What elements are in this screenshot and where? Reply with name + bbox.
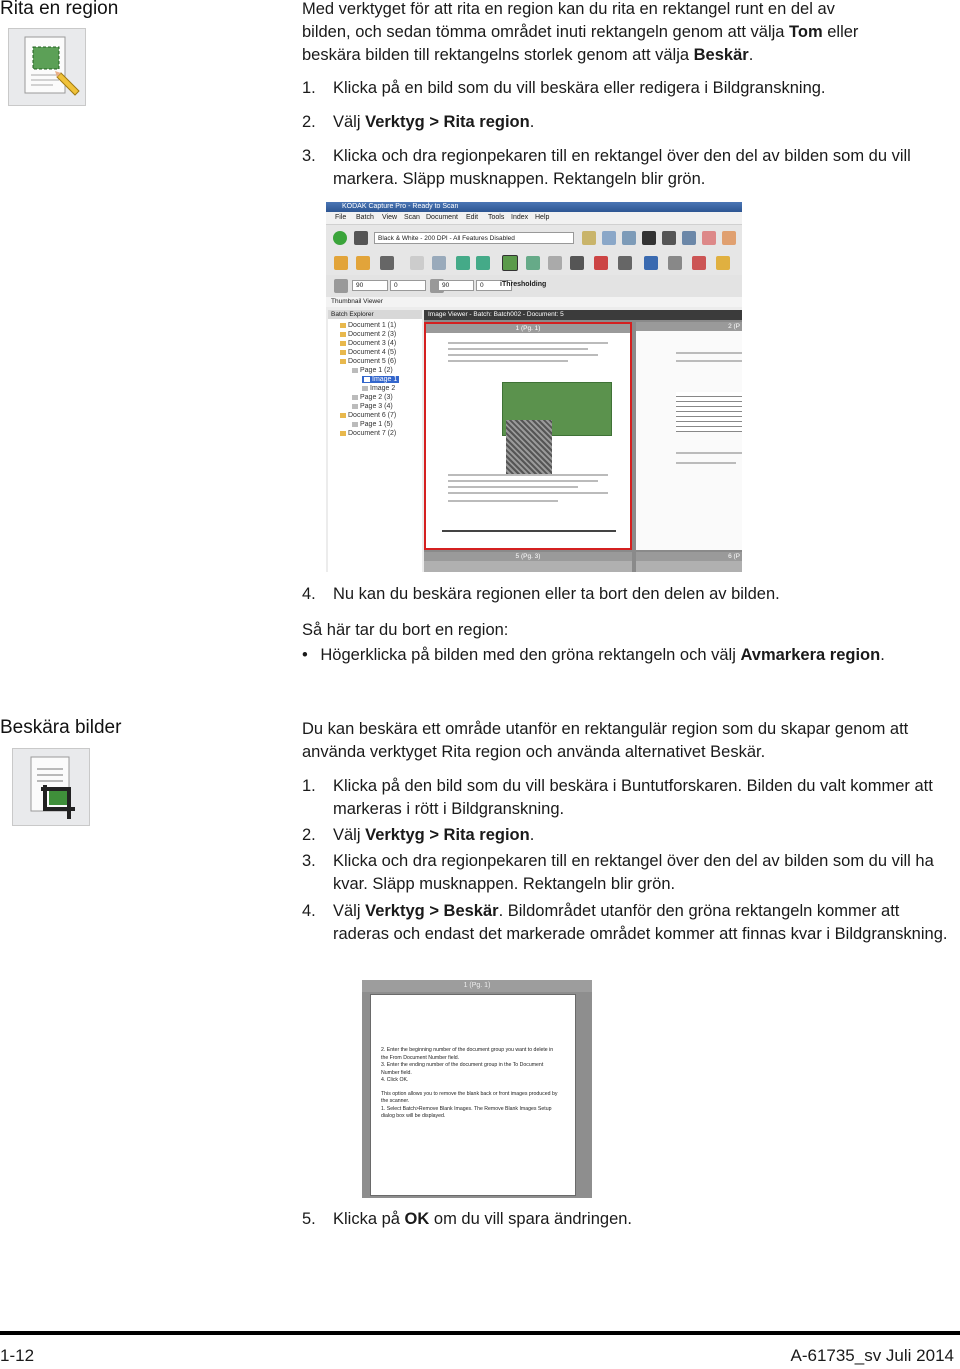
menu-path: Verktyg > Rita region — [365, 826, 530, 844]
page-icon — [352, 422, 358, 427]
page-label: 2 (P — [636, 322, 742, 331]
menu-scan[interactable]: Scan — [404, 214, 420, 221]
text-line — [448, 474, 608, 476]
intro-line-3: beskära bilden till rektangelns storlek genom att välja Beskär. — [302, 46, 754, 64]
tree-item-label: Document 3 (4) — [348, 340, 397, 347]
select-icon[interactable] — [662, 231, 676, 245]
undo-icon[interactable] — [644, 256, 658, 270]
intro-eller: eller — [827, 23, 859, 41]
zoom-icon[interactable] — [668, 256, 682, 270]
tom-option: Tom — [789, 23, 823, 41]
page-text-block — [381, 1047, 571, 1121]
menu-document[interactable]: Document — [426, 214, 458, 221]
text-line — [676, 352, 742, 354]
tool-icon[interactable] — [548, 256, 562, 270]
folder-icon — [340, 323, 346, 328]
edit-doc-icon[interactable] — [582, 231, 596, 245]
tree-item[interactable] — [340, 340, 396, 347]
brightness-icon — [334, 279, 348, 293]
thumbnail-tab-label: Thumbnail Viewer — [331, 298, 383, 305]
tree-item[interactable] — [340, 358, 396, 365]
folder-icon — [340, 341, 346, 346]
text-line — [448, 354, 598, 356]
tree-item-label: Image 1 — [372, 376, 398, 383]
menu-index[interactable]: Index — [511, 214, 529, 221]
intro-paragraph — [302, 0, 957, 67]
merge-icon[interactable] — [476, 256, 490, 270]
text-line — [676, 452, 742, 454]
step-3 — [302, 145, 957, 191]
crop-step-1 — [302, 775, 957, 821]
menu-help[interactable]: Help — [535, 214, 550, 221]
section-title-beskara-bilder: Beskära bilder — [0, 717, 122, 738]
table-thumbnail — [676, 392, 742, 432]
step-text: Klicka på den bild som du vill beskära i Buntutforskaren. Bilden du valt kommer att markeras i rött i Bildgranskning. — [333, 777, 933, 818]
tree-item-label: Page 1 (5) — [360, 421, 393, 428]
pointer-icon[interactable] — [642, 231, 656, 245]
step-number: 1. — [302, 79, 316, 97]
step-number: 2. — [302, 826, 316, 844]
step-text: Välj Verktyg > Beskär. Bildområdet utanför den gröna rektangeln kommer att raderas och endast det markerade området kommer att finnas kvar i Bildgranskning. — [333, 902, 948, 943]
crop-step-5 — [302, 1208, 957, 1231]
page-icon-2[interactable] — [432, 256, 446, 270]
tree-item-label: Document 2 (3) — [348, 331, 397, 338]
step-number: 3. — [302, 852, 316, 870]
rotate-icon[interactable] — [334, 256, 348, 270]
page-text-line: This option allows you to remove the blank back or front images produced by — [381, 1090, 558, 1097]
text-line — [448, 492, 608, 494]
step-prefix: Klicka på — [333, 1210, 400, 1228]
document-id: A-61735_sv Juli 2014 — [790, 1346, 954, 1365]
next-page-thumbnail[interactable] — [636, 322, 742, 550]
split-icon[interactable] — [456, 256, 470, 270]
text-line — [676, 462, 736, 464]
pdf-icon[interactable] — [594, 256, 608, 270]
intro-text-3: beskära bilden till rektangelns storlek genom att välja — [302, 46, 690, 64]
tree-item[interactable] — [352, 421, 393, 428]
thumbnail-tab[interactable] — [326, 297, 742, 307]
image-icon — [364, 377, 370, 382]
menu-view[interactable]: View — [382, 214, 398, 221]
tree-item-label: Document 6 (7) — [348, 412, 397, 419]
step-text — [333, 1208, 957, 1231]
selected-page-frame[interactable] — [424, 322, 632, 550]
page-label: 5 (Pg. 3) — [424, 552, 632, 561]
flag-icon[interactable] — [380, 256, 394, 270]
tree-item[interactable] — [352, 367, 393, 374]
footer-line — [442, 530, 616, 532]
menu-bar — [326, 212, 742, 225]
step-number: 1. — [302, 777, 316, 795]
footer-rule — [0, 1331, 960, 1335]
folder-icon — [340, 332, 346, 337]
cropped-image-screenshot — [362, 980, 592, 1198]
doc-icon-2[interactable] — [622, 231, 636, 245]
thresholding-label: iThresholding — [500, 281, 547, 288]
intro-line-2 — [302, 21, 957, 44]
tree-item-label: Page 2 (3) — [360, 394, 393, 401]
crop-icon[interactable] — [526, 256, 540, 270]
menu-tools[interactable]: Tools — [488, 214, 505, 221]
page-label: 1 (Pg. 1) — [426, 324, 630, 333]
folder-icon — [340, 359, 346, 364]
tree-item-selected[interactable] — [362, 376, 399, 383]
beskar-option: Beskär — [693, 46, 749, 64]
rotate-icon-2[interactable] — [356, 256, 370, 270]
tree-item-label: Document 4 (5) — [348, 349, 397, 356]
tree-item[interactable] — [362, 385, 395, 392]
tree-item-label: Document 5 (6) — [348, 358, 397, 365]
intro-line-1: Med verktyget för att rita en region kan du rita en rektangel runt en del av — [302, 0, 835, 18]
tree-item[interactable] — [340, 322, 396, 329]
tree-item[interactable] — [340, 412, 396, 419]
draw-region-icon[interactable] — [502, 255, 518, 271]
text-line — [448, 480, 598, 482]
tree-item[interactable] — [352, 394, 393, 401]
stop-icon[interactable] — [354, 231, 368, 245]
step-text: Klicka och dra regionpekaren till en rektangel över den del av bilden som du vill markera. Släpp musknappen. Rektangeln blir grön. — [333, 147, 911, 188]
crop-intro-paragraph: Du kan beskära ett område utanför en rektangulär region som du skapar genom att använda verktyget Rita region och använda alternativet Beskär. — [302, 720, 909, 761]
step-4 — [302, 583, 957, 606]
tree-item-label: Image 2 — [370, 385, 396, 392]
contrast-field[interactable]: 0 — [390, 280, 426, 291]
page-icon — [352, 368, 358, 373]
tree-item-label: Document 1 (1) — [348, 322, 397, 329]
text-line — [448, 486, 578, 488]
page-text-line: 2. Enter the beginning number of the document group you want to delete in — [381, 1047, 554, 1053]
toolbar-row-2 — [326, 251, 742, 275]
page-number: 1-12 — [0, 1346, 35, 1365]
step-number: 4. — [302, 902, 316, 920]
crop-step-3 — [302, 850, 957, 896]
page-text-line: Number field. — [381, 1069, 412, 1076]
step-text: Välj Verktyg > Rita region. — [333, 826, 535, 844]
menu-batch[interactable]: Batch — [356, 214, 374, 221]
step-text: Klicka på en bild som du vill beskära eller redigera i Bildgranskning. — [333, 79, 826, 97]
menu-edit[interactable]: Edit — [466, 214, 479, 221]
toolbar-row-1 — [326, 225, 742, 251]
delete-icon[interactable] — [618, 256, 632, 270]
image-viewer-panel — [424, 310, 742, 572]
bullet-item: • Högerklicka på bilden med den gröna rektangeln och välj Avmarkera region. — [302, 646, 885, 664]
page-5-thumbnail[interactable] — [424, 552, 632, 572]
step-text: Nu kan du beskära regionen eller ta bort den delen av bilden. — [333, 585, 780, 603]
bullet-marker: • — [302, 646, 308, 664]
folder-icon — [340, 431, 346, 436]
page-text-line: the From Document Number field. — [381, 1054, 460, 1061]
page-label: 6 (P — [636, 552, 742, 561]
menu-path: Verktyg > Rita region — [365, 113, 530, 131]
text-line — [676, 360, 742, 362]
step-1 — [302, 77, 957, 100]
tree-item[interactable] — [352, 403, 393, 410]
hand-icon[interactable] — [702, 231, 716, 245]
deselect-region-option: Avmarkera region — [740, 646, 881, 664]
crop-tool-icon — [12, 748, 90, 826]
page-text-line: 4. Click OK. — [381, 1077, 409, 1083]
page-text-line: 3. Enter the ending number of the document group in the To Document — [381, 1062, 544, 1068]
ok-button-ref: OK — [404, 1210, 430, 1228]
page-label: 1 (Pg. 1) — [362, 980, 592, 992]
text-line — [448, 500, 558, 502]
batch-explorer-panel — [328, 310, 422, 572]
contrast-field-2[interactable]: 0 — [476, 280, 512, 291]
step-number: 4. — [302, 585, 316, 603]
tree-item-label: Page 1 (2) — [360, 367, 393, 374]
batch-explorer-title: Batch Explorer — [328, 310, 422, 319]
bullet-text: Högerklicka på bilden med den gröna rektangeln och välj — [320, 646, 736, 664]
text-line — [448, 360, 568, 362]
text-line — [448, 342, 608, 344]
brightness-field[interactable]: 90 — [352, 280, 388, 291]
window-titlebar — [326, 202, 742, 212]
page-icon — [352, 404, 358, 409]
page-text-line: the scanner. — [381, 1098, 410, 1104]
step-text: Välj Verktyg > Rita region. — [333, 113, 535, 131]
page-text-line: 1. Select Batch>Remove Blank Images. The Remove Blank Images Setup — [381, 1105, 552, 1112]
tree-item-label: Page 3 (4) — [360, 403, 393, 410]
step-number: 2. — [302, 113, 316, 131]
step-number: 5. — [302, 1210, 316, 1228]
remove-region-heading: Så här tar du bort en region: — [302, 621, 509, 639]
draw-region-tool-icon — [8, 28, 86, 106]
step-2 — [302, 111, 957, 134]
page-icon[interactable] — [410, 256, 424, 270]
capture-pro-screenshot — [326, 202, 742, 572]
magnifier-icon[interactable] — [682, 231, 696, 245]
print-icon[interactable] — [570, 256, 584, 270]
menu-path: Verktyg > Beskär — [365, 902, 499, 920]
step-number: 3. — [302, 147, 316, 165]
step-prefix: Välj — [333, 113, 361, 131]
toolbar-row-3 — [326, 275, 742, 297]
folder-icon — [340, 350, 346, 355]
crop-step-2 — [302, 824, 957, 847]
doc-icon[interactable] — [602, 231, 616, 245]
step-text: Klicka och dra regionpekaren till en rektangel över den del av bilden som du vill ha kvar. Släpp musknappen. Rektangeln blir grön. — [333, 852, 934, 893]
image-viewer-title: Image Viewer - Batch: Batch002 - Document: 5 — [424, 310, 742, 320]
tree-item-label: Document 7 (2) — [348, 430, 397, 437]
page-6-thumbnail[interactable] — [636, 552, 742, 572]
settings-icon[interactable] — [692, 256, 706, 270]
image-noise-area — [506, 420, 552, 474]
tree-item[interactable] — [340, 349, 396, 356]
window-title: KODAK Capture Pro - Ready to Scan — [342, 203, 459, 210]
step-prefix: Välj — [333, 826, 361, 844]
folder-icon — [340, 413, 346, 418]
section-title-rita-en-region: Rita en region — [0, 0, 119, 19]
intro-text: bilden, och sedan tömma området inuti rektangeln genom att välja — [302, 23, 785, 41]
tree-item[interactable] — [340, 331, 396, 338]
text-line — [448, 348, 588, 350]
profile-select[interactable]: Black & White - 200 DPI - All Features Disabled — [374, 232, 574, 244]
cropped-page[interactable] — [370, 994, 576, 1196]
star-icon[interactable] — [716, 256, 730, 270]
image-icon — [362, 386, 368, 391]
step-rest: om du vill spara ändringen. — [433, 1210, 633, 1228]
tree-item[interactable] — [340, 430, 396, 437]
step-rest: Bildområdet utanför den gröna rektangeln kommer att raderas och endast det markerade området kommer att finnas kvar i Bildgranskning. — [333, 902, 948, 943]
page-text-line: dialog box will be displayed. — [381, 1113, 446, 1119]
menu-file[interactable]: File — [335, 214, 347, 221]
step-prefix: Välj — [333, 902, 361, 920]
crop-step-4 — [302, 900, 957, 946]
hand-icon-2[interactable] — [722, 231, 736, 245]
page-icon — [352, 395, 358, 400]
threshold-field[interactable]: 90 — [438, 280, 474, 291]
scan-start-icon[interactable] — [333, 231, 347, 245]
